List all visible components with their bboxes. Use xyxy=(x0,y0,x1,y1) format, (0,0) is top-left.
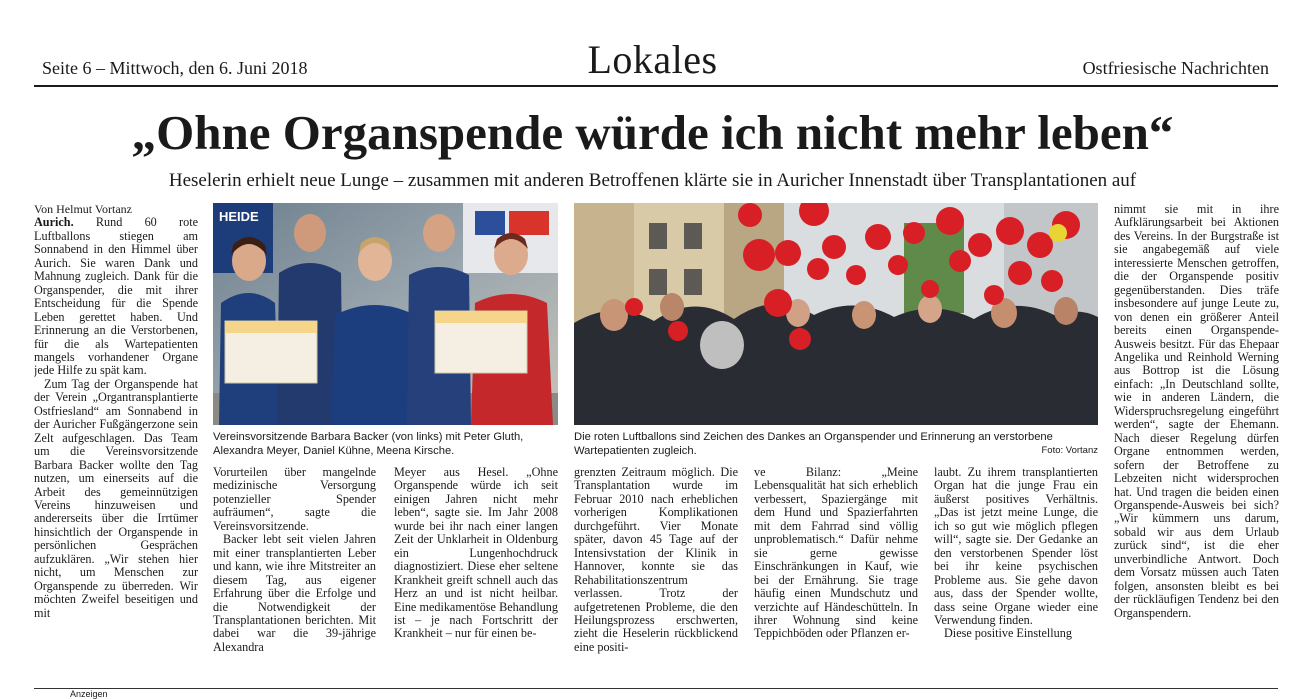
page-date: Seite 6 – Mittwoch, den 6. Juni 2018 xyxy=(42,58,308,78)
article-column-6 xyxy=(934,466,1098,659)
dateline: Aurich. xyxy=(34,215,74,230)
banner-text: HEIDE xyxy=(219,209,259,224)
subheadline: Heselerin erhielt neue Lunge – zusammen mit anderen Betroffenen klärte sie in Auricher Innenstadt über Transplantationen auf xyxy=(168,170,1137,191)
byline: Von Helmut Vortanz xyxy=(34,203,132,216)
paragraph: Vorurteilen über mangelnde medizinische Versorgung potenzieller Spender aufräumen“, sagte die Vereinsvorsitzende. xyxy=(213,466,376,533)
paragraph: ve Bilanz: „Meine Lebensqualität hat sich erheblich verbessert, Spaziergänge mit dem Hund und Spazierfahrten mit dem Fahrrad sind völlig unproblematisch.“ Dafür nehme sie gerne gewisse Einschränkungen in Kauf, wie bei der Ernährung. Sie trage häufig einen Mundschutz und verzichte auf Händeschütteln. In ihrer Wohnung sind keine Teppichböden oder Pflanzen er- xyxy=(754,466,918,641)
section-title: Lokales xyxy=(587,37,718,82)
paragraph: laubt. Zu ihrem transplantierten Organ hat die junge Frau ein äußerst positives Verhältnis. „Das ist jetzt meine Lunge, die ich so gut wie möglich pflegen will“, sagte sie. Der Gedanke an den verstorbenen Spender löst bei ihr keine psychischen Probleme aus. Sie gehe davon aus, dass der Spender wollte, dass seine Organe wieder eine Verwendung finden. xyxy=(934,466,1098,627)
balloon-photo-caption: Die roten Luftballons sind Zeichen des Dankes an Organspender und Erinnerung an verstorbene Wartepatienten zugleich. xyxy=(574,431,1053,457)
article-column-2 xyxy=(213,466,376,659)
paragraph: Diese positive Einstellung xyxy=(944,626,1072,641)
photo-credit: Foto: Vortanz xyxy=(1041,445,1098,456)
group-photo-caption: Vereinsvorsitzende Barbara Backer (von links) mit Peter Gluth, Alexandra Meyer, Daniel Kühne, Meena Kirsche. xyxy=(213,431,524,457)
header-rule xyxy=(34,85,1278,87)
balloon-photo xyxy=(574,203,1098,425)
article-column-3 xyxy=(394,466,558,659)
paragraph: grenzten Zeitraum möglich. Die Transplantation wurde im Februar 2010 nach erheblichen vorherigen Komplikationen durchgeführt. Vier Monate später, davon 45 Tage auf der Intensivstation der Klinik in Hannover, konnte sie das Rehabilitationszentrum verlassen. Trotz der aufgetretenen Probleme, die den Heilungsprozess erschwerten, zieht die Heselerin rückblickend eine positi- xyxy=(574,466,738,654)
group-photo-image xyxy=(213,203,558,425)
paragraph: Zum Tag der Organspende hat der Verein „Organtransplantierte Ostfriesland“ am Sonnabend in der Auricher Fußgängerzone sein Zelt aufgeschlagen. Das Team um die Vereinsvorsitzende Barbara Backer wollte den Tag nutzen, um einerseits auf die Arbeit des gemeinnützigen Vereins hinzuweisen und andererseits über die Irrtümer hinsichtlich der Organspende in persönlichen Gesprächen aufzuklären. „Wir stehen hier nicht, um Menschen zur Organspende zu überreden. Wir möchten Zweifel beseitigen und mit xyxy=(34,376,198,620)
article-column-4 xyxy=(574,466,738,659)
paragraph xyxy=(34,216,198,377)
paragraph: nimmt sie mit in ihre Aufklärungsarbeit bei Aktionen des Vereins. In der Burgstraße ist sie angabegemäß auf viele interessierte Menschen getroffen, die der Organspende positiv gegenüberstanden. Dies träfe insbesondere auf junge Leute zu, von denen ein größerer Anteil bereits einen Organspende-Ausweis besitzt. Für das Ehepaar Angelika und Reinhold Werning aus Bottrop ist die Lösung einfach: „In Deutschland sollte, wie in anderen Ländern, die Widerspruchsregelung eingeführt werden“, sagte der Ehemann. Nach dieser Regelung dürfen Organe entnommen werden, sofern der Betroffene zu Lebzeiten nicht widersprochen hat. Und tragen die beiden einen Organspende-Ausweis bei sich? „Wir kümmern uns darum, sobald wir aus dem Urlaub zurück sind“, ist die eher unverbindliche Antwort. Doch dem Vorsatz müssen auch Taten folgen, ansonsten bleibt es bei der rückläufigen Tendenz bei den Organspendern. xyxy=(1114,203,1279,620)
article-column-5 xyxy=(754,466,918,659)
article-column-7 xyxy=(1114,203,1279,659)
group-photo xyxy=(213,203,558,425)
paragraph-text: Rund 60 rote Luftballons stiegen am Sonnabend in den Himmel über Aurich. Sie waren Dank und Mahnung zugleich. Dank für die Organspender, die mit ihrer Entscheidung für die Spende Leben gerettet haben. Und Erinnerung an die Verstorbenen, für die als Wartepatienten mangels vorhandener Organe jede Hilfe zu spät kam. xyxy=(34,215,198,378)
paragraph: Meyer aus Hesel. „Ohne Organspende würde ich seit einigen Jahren nicht mehr leben“, sagte sie. Im Jahr 2008 wurde bei ihr nach einer langen Zeit der Unklarheit in Oldenburg ein Lungenhochdruck diagnostiziert. Diese eher seltene Krankheit greift schnell auch das Herz an und ist nicht heilbar. Eine medikamentöse Behandlung ist – je nach Fortschritt der Krankheit – nur für einen be- xyxy=(394,466,558,641)
article-column-1 xyxy=(34,203,198,659)
ads-label: Anzeigen xyxy=(70,689,108,699)
balloon-photo-image xyxy=(574,203,1098,425)
footer-rule xyxy=(34,688,1278,689)
paragraph: Backer lebt seit vielen Jahren mit einer transplantierten Leber und kann, wie ihre Mitstreiter an diesem Tag, aus eigener Erfahrung über die Erfolge und die Notwendigkeit der Transplantationen berichten. Mit dabei war die 39-jährige Alexandra xyxy=(213,532,376,654)
headline: „Ohne Organspende würde ich nicht mehr leben“ xyxy=(131,105,1174,160)
newspaper-name: Ostfriesische Nachrichten xyxy=(1082,58,1269,78)
